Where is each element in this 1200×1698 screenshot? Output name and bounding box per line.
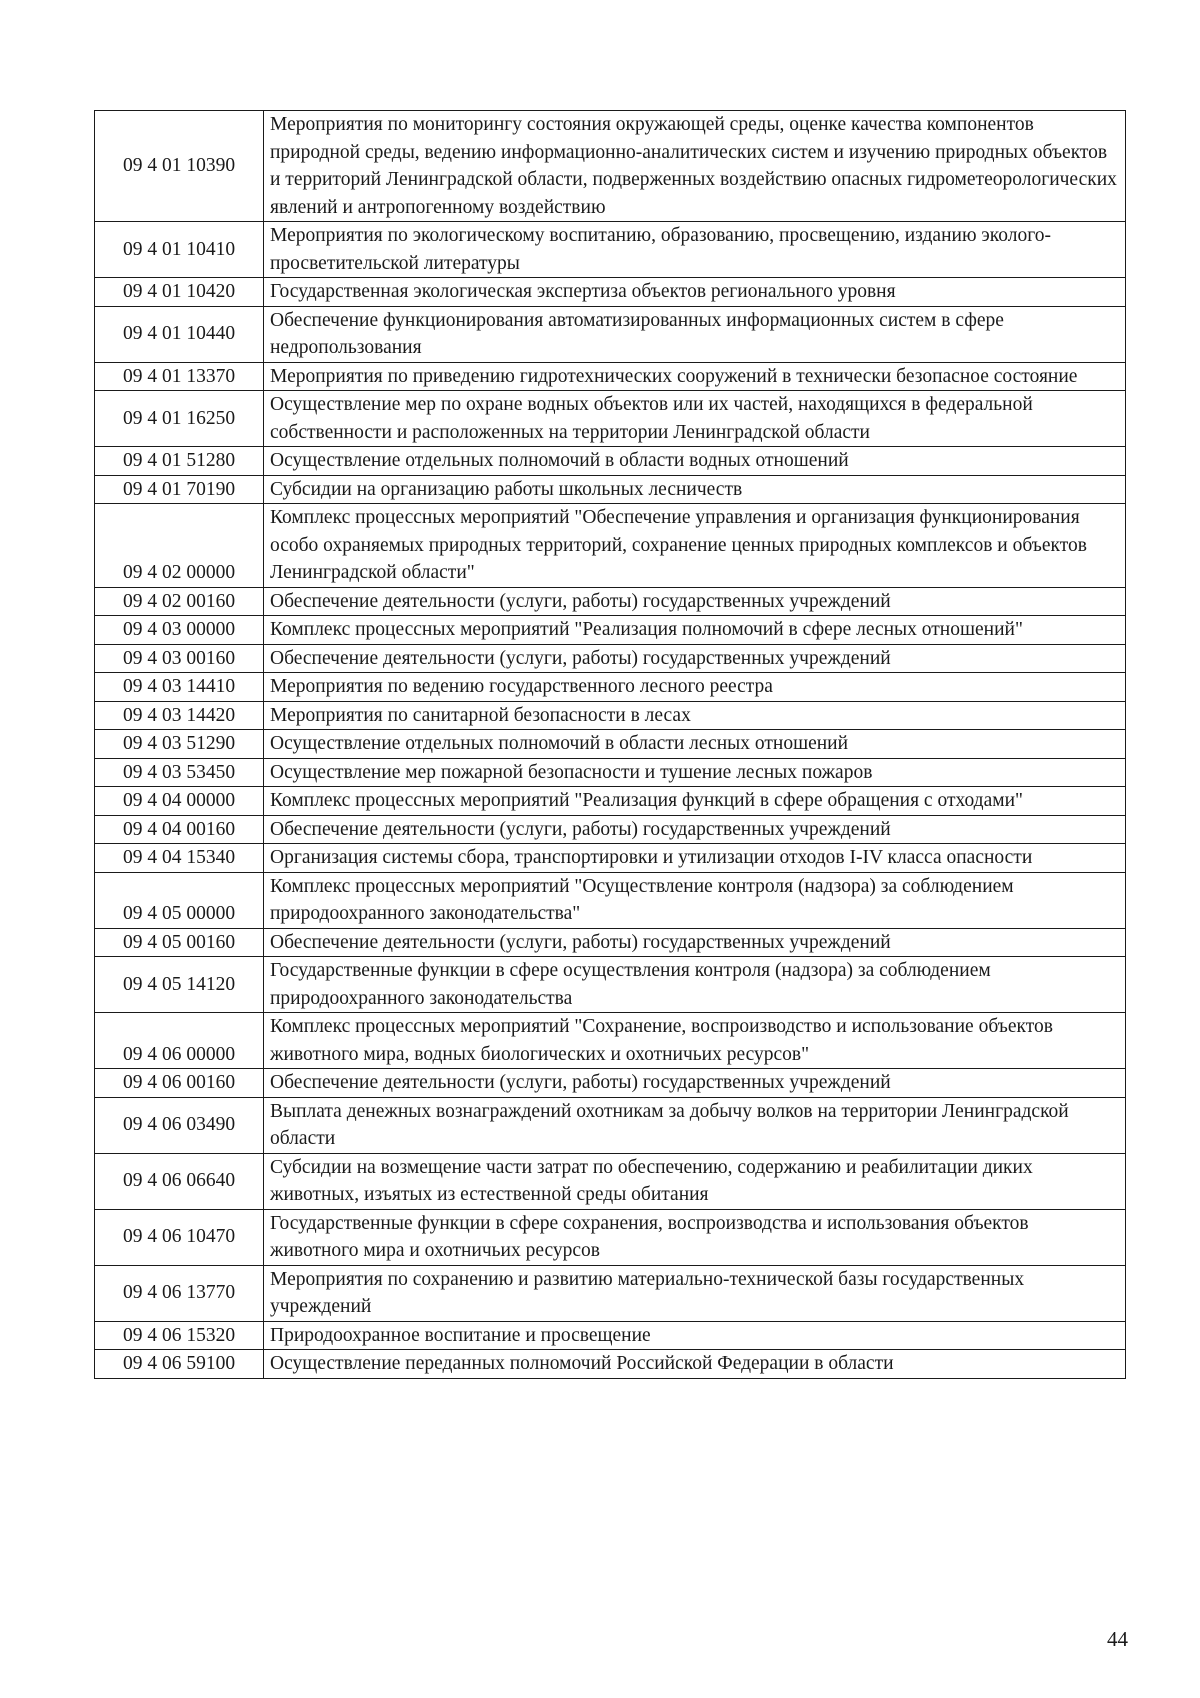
table-row xyxy=(95,872,1126,928)
row-description: Комплекс процессных мероприятий "Обеспечение управления и организация функционирования особо охраняемых природных территорий, сохранение ценных природных комплексов и объектов Ленинградской области" xyxy=(264,504,1126,588)
row-code: 09 4 01 13370 xyxy=(95,362,264,391)
table-row xyxy=(95,1097,1126,1153)
table-row xyxy=(95,222,1126,278)
row-description: Мероприятия по ведению государственного лесного реестра xyxy=(264,673,1126,702)
row-code: 09 4 06 00000 xyxy=(95,1013,264,1069)
row-code: 09 4 02 00160 xyxy=(95,587,264,616)
row-description: Организация системы сбора, транспортировки и утилизации отходов I-IV класса опасности xyxy=(264,844,1126,873)
row-description: Комплекс процессных мероприятий "Осуществление контроля (надзора) за соблюдением природоохранного законодательства" xyxy=(264,872,1126,928)
row-code: 09 4 03 00160 xyxy=(95,644,264,673)
row-description: Мероприятия по сохранению и развитию материально-технической базы государственных учреждений xyxy=(264,1265,1126,1321)
table-row xyxy=(95,504,1126,588)
row-code: 09 4 06 13770 xyxy=(95,1265,264,1321)
row-description: Комплекс процессных мероприятий "Реализация полномочий в сфере лесных отношений" xyxy=(264,616,1126,645)
row-description: Природоохранное воспитание и просвещение xyxy=(264,1321,1126,1350)
row-description: Мероприятия по санитарной безопасности в лесах xyxy=(264,701,1126,730)
row-description: Государственная экологическая экспертиза объектов регионального уровня xyxy=(264,278,1126,307)
row-code: 09 4 06 00160 xyxy=(95,1069,264,1098)
table-row xyxy=(95,928,1126,957)
table-row xyxy=(95,391,1126,447)
document-table xyxy=(94,110,1126,1379)
row-description: Осуществление мер пожарной безопасности и тушение лесных пожаров xyxy=(264,758,1126,787)
row-description: Государственные функции в сфере сохранения, воспроизводства и использования объектов животного мира и охотничьих ресурсов xyxy=(264,1209,1126,1265)
table-row xyxy=(95,1153,1126,1209)
row-code: 09 4 04 15340 xyxy=(95,844,264,873)
page-number: 44 xyxy=(1107,1627,1128,1651)
row-code: 09 4 06 10470 xyxy=(95,1209,264,1265)
row-description: Обеспечение деятельности (услуги, работы) государственных учреждений xyxy=(264,644,1126,673)
table-row xyxy=(95,1350,1126,1379)
row-code: 09 4 03 53450 xyxy=(95,758,264,787)
row-code: 09 4 06 59100 xyxy=(95,1350,264,1379)
table-row xyxy=(95,111,1126,222)
row-description: Выплата денежных вознаграждений охотникам за добычу волков на территории Ленинградской области xyxy=(264,1097,1126,1153)
row-code: 09 4 05 14120 xyxy=(95,957,264,1013)
row-description: Комплекс процессных мероприятий "Сохранение, воспроизводство и использование объектов животного мира, водных биологических и охотничьих ресурсов" xyxy=(264,1013,1126,1069)
table-row xyxy=(95,1069,1126,1098)
table-row xyxy=(95,278,1126,307)
row-description: Осуществление мер по охране водных объектов или их частей, находящихся в федеральной собственности и расположенных на территории Ленинградской области xyxy=(264,391,1126,447)
table-row xyxy=(95,758,1126,787)
row-description: Обеспечение деятельности (услуги, работы) государственных учреждений xyxy=(264,587,1126,616)
row-code: 09 4 01 10440 xyxy=(95,306,264,362)
table-row xyxy=(95,701,1126,730)
row-description: Субсидии на организацию работы школьных лесничеств xyxy=(264,475,1126,504)
table-row xyxy=(95,1013,1126,1069)
row-code: 09 4 06 03490 xyxy=(95,1097,264,1153)
table-row xyxy=(95,1209,1126,1265)
row-description: Осуществление отдельных полномочий в области водных отношений xyxy=(264,447,1126,476)
table-row xyxy=(95,362,1126,391)
table-row xyxy=(95,673,1126,702)
row-code: 09 4 01 51280 xyxy=(95,447,264,476)
row-code: 09 4 04 00160 xyxy=(95,815,264,844)
table-row xyxy=(95,787,1126,816)
row-description: Обеспечение деятельности (услуги, работы) государственных учреждений xyxy=(264,815,1126,844)
row-code: 09 4 05 00160 xyxy=(95,928,264,957)
row-code: 09 4 03 14410 xyxy=(95,673,264,702)
table-row xyxy=(95,844,1126,873)
row-code: 09 4 01 10420 xyxy=(95,278,264,307)
row-description: Государственные функции в сфере осуществления контроля (надзора) за соблюдением природоохранного законодательства xyxy=(264,957,1126,1013)
row-code: 09 4 01 16250 xyxy=(95,391,264,447)
row-code: 09 4 06 15320 xyxy=(95,1321,264,1350)
table-row xyxy=(95,730,1126,759)
row-description: Мероприятия по мониторингу состояния окружающей среды, оценке качества компонентов природной среды, ведению информационно-аналитических систем и изучению природных объектов и территорий Ленинградской области, подверженных воздействию опасных гидрометеорологических явлений и антропогенному воздействию xyxy=(264,111,1126,222)
row-description: Осуществление отдельных полномочий в области лесных отношений xyxy=(264,730,1126,759)
table-row xyxy=(95,815,1126,844)
row-code: 09 4 03 00000 xyxy=(95,616,264,645)
row-code: 09 4 02 00000 xyxy=(95,504,264,588)
row-description: Мероприятия по приведению гидротехнических сооружений в технически безопасное состояние xyxy=(264,362,1126,391)
table-body xyxy=(95,111,1126,1379)
table-row xyxy=(95,306,1126,362)
row-description: Обеспечение деятельности (услуги, работы) государственных учреждений xyxy=(264,928,1126,957)
row-description: Обеспечение функционирования автоматизированных информационных систем в сфере недропользования xyxy=(264,306,1126,362)
row-description: Обеспечение деятельности (услуги, работы) государственных учреждений xyxy=(264,1069,1126,1098)
table-row xyxy=(95,1321,1126,1350)
table-row xyxy=(95,475,1126,504)
row-code: 09 4 03 14420 xyxy=(95,701,264,730)
row-code: 09 4 01 70190 xyxy=(95,475,264,504)
row-code: 09 4 01 10410 xyxy=(95,222,264,278)
row-code: 09 4 06 06640 xyxy=(95,1153,264,1209)
row-description: Осуществление переданных полномочий Российской Федерации в области xyxy=(264,1350,1126,1379)
table-row xyxy=(95,957,1126,1013)
row-description: Мероприятия по экологическому воспитанию, образованию, просвещению, изданию эколого-просветительской литературы xyxy=(264,222,1126,278)
row-code: 09 4 04 00000 xyxy=(95,787,264,816)
table-row xyxy=(95,587,1126,616)
table-row xyxy=(95,616,1126,645)
row-code: 09 4 05 00000 xyxy=(95,872,264,928)
row-code: 09 4 03 51290 xyxy=(95,730,264,759)
table-row xyxy=(95,447,1126,476)
row-description: Комплекс процессных мероприятий "Реализация функций в сфере обращения с отходами" xyxy=(264,787,1126,816)
row-code: 09 4 01 10390 xyxy=(95,111,264,222)
table-row xyxy=(95,1265,1126,1321)
table-row xyxy=(95,644,1126,673)
row-description: Субсидии на возмещение части затрат по обеспечению, содержанию и реабилитации диких животных, изъятых из естественной среды обитания xyxy=(264,1153,1126,1209)
